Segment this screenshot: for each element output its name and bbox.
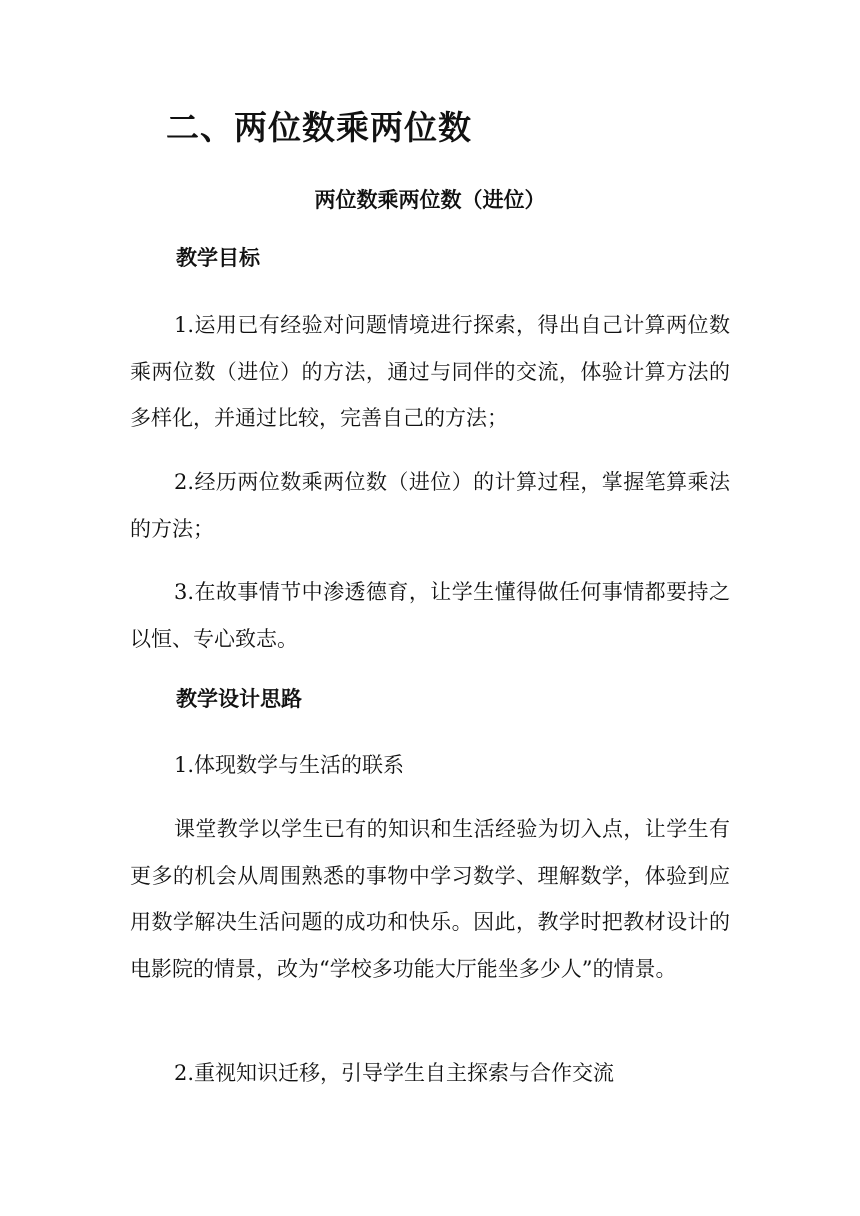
- objective-item-1: 1.运用已有经验对问题情境进行探索，得出自己计算两位数乘两位数（进位）的方法，通过与同伴的交流，体验计算方法的多样化，并通过比较，完善自己的方法；: [130, 313, 730, 430]
- objectives-heading: 教学目标: [176, 245, 260, 270]
- design-point-1-title: 1.体现数学与生活的联系: [174, 753, 405, 777]
- lesson-title: 两位数乘两位数（进位）: [314, 187, 546, 212]
- chapter-title: 二、两位数乘两位数: [166, 108, 472, 147]
- objective-item-3: 3.在故事情节中渗透德育，让学生懂得做任何事情都要持之以恒、专心致志。: [130, 580, 730, 651]
- objective-item-2: 2.经历两位数乘两位数（进位）的计算过程，掌握笔算乘法的方法；: [130, 470, 730, 541]
- design-point-1-body: 课堂教学以学生已有的知识和生活经验为切入点，让学生有更多的机会从周围熟悉的事物中学习数学、理解数学，体验到应用数学解决生活问题的成功和快乐。因此，教学时把教材设计的电影院的情景，改为“学校多功能大厅能坐多少人”的情景。: [130, 817, 730, 981]
- design-heading: 教学设计思路: [176, 686, 302, 711]
- design-point-2-title: 2.重视知识迁移，引导学生自主探索与合作交流: [174, 1061, 615, 1085]
